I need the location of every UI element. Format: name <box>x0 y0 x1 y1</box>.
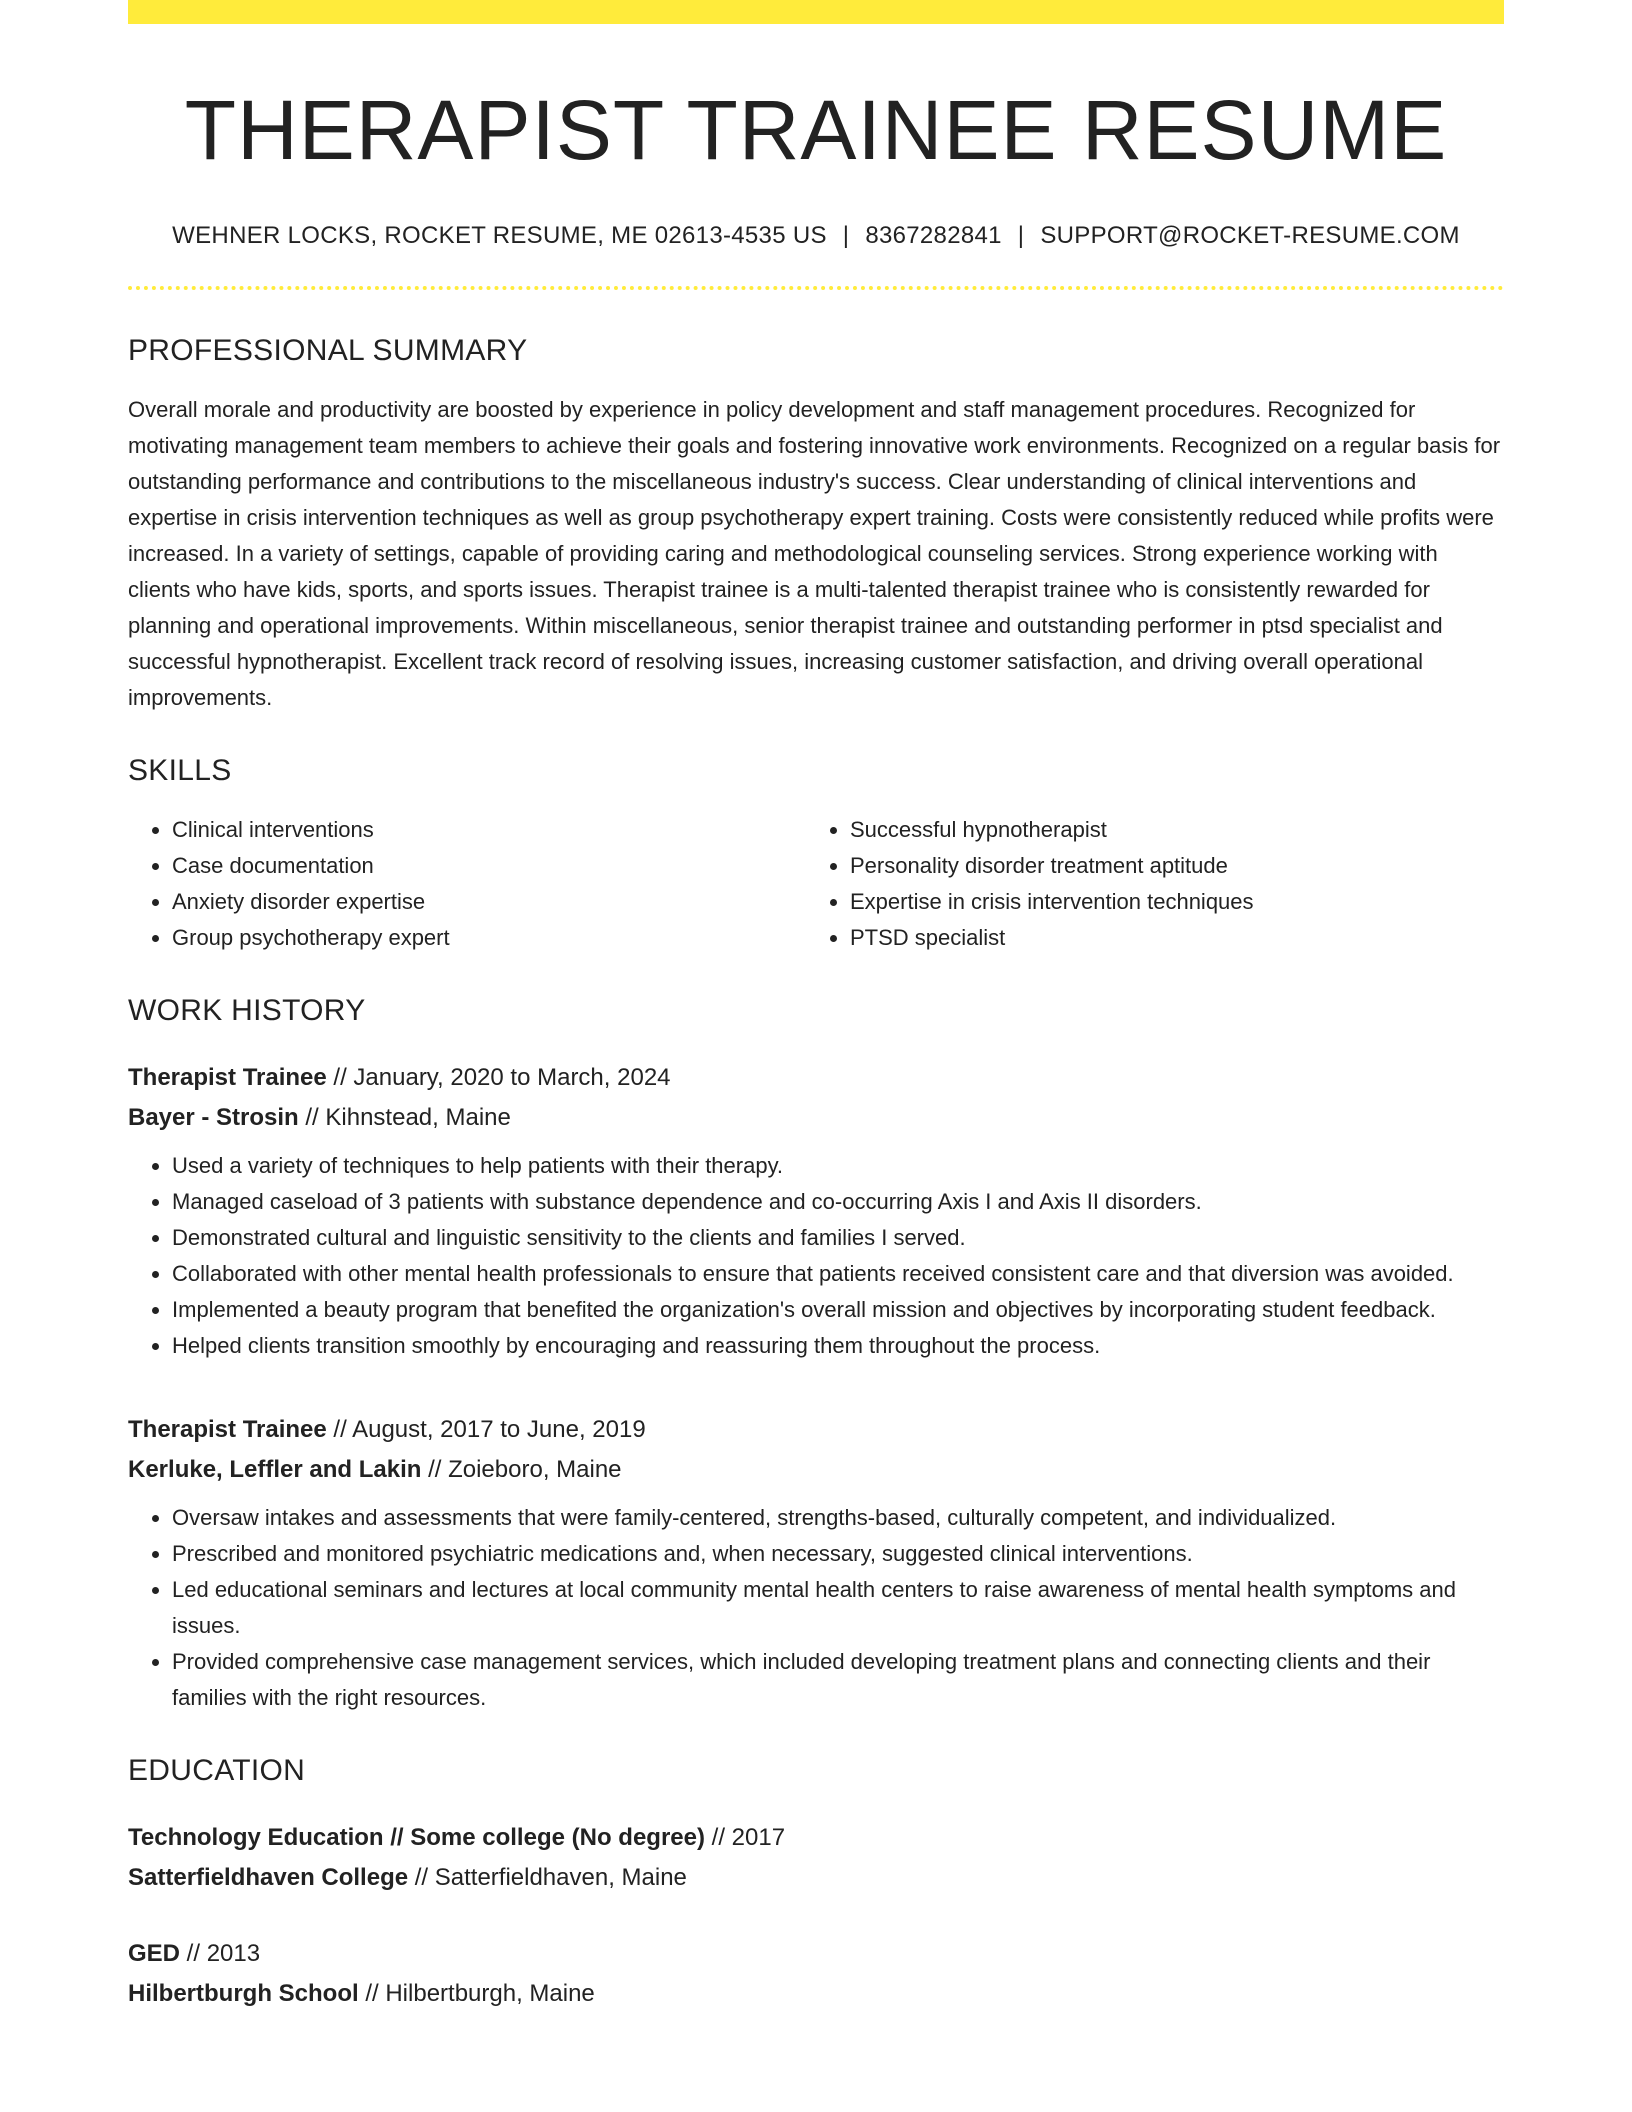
job-role: Therapist Trainee <box>128 1064 327 1092</box>
job-bullets <box>128 1148 1504 1364</box>
job-entry <box>128 1058 1504 1364</box>
education-year: // 2017 <box>704 1824 786 1852</box>
skill-item: • Case documentation <box>172 848 806 884</box>
education-location: // Satterfieldhaven, Maine <box>408 1864 687 1892</box>
skills-column-right <box>806 812 1484 956</box>
job-bullet: • Oversaw intakes and assessments that were family-centered, strengths-based, culturally competent, and individualized. <box>172 1500 1504 1536</box>
skill-item: • Personality disorder treatment aptitude <box>850 848 1484 884</box>
resume-page <box>128 0 1504 2014</box>
job-title-line <box>128 1058 1504 1098</box>
education-school-line <box>128 1974 1504 2014</box>
skill-item: • Clinical interventions <box>172 812 806 848</box>
skills-list <box>128 812 1504 956</box>
contact-separator: | <box>842 222 850 250</box>
education-degree-line <box>128 1934 1504 1974</box>
education-entry <box>128 1934 1504 2014</box>
resume-title: THERAPIST TRAINEE RESUME <box>184 83 1448 177</box>
job-bullet: • Implemented a beauty program that benefited the organization's overall mission and objectives by incorporating student feedback. <box>172 1292 1504 1328</box>
skills-column-left <box>128 812 806 956</box>
dotted-divider <box>128 286 1504 290</box>
job-location: // Kihnstead, Maine <box>298 1104 511 1132</box>
education-location: // Hilbertburgh, Maine <box>358 1980 595 2008</box>
phone: 8367282841 <box>865 222 1002 250</box>
education-degree: GED <box>128 1940 181 1968</box>
education-degree-line <box>128 1818 1504 1858</box>
education-school: Hilbertburgh School <box>128 1980 359 2008</box>
job-bullet: • Collaborated with other mental health professionals to ensure that patients received consistent care and that diversion was avoided. <box>172 1256 1504 1292</box>
education-school: Satterfieldhaven College <box>128 1864 409 1892</box>
job-bullet: • Prescribed and monitored psychiatric medications and, when necessary, suggested clinical interventions. <box>172 1536 1504 1572</box>
skill-item: • Successful hypnotherapist <box>850 812 1484 848</box>
education-year: // 2013 <box>180 1940 261 1968</box>
job-dates: // August, 2017 to June, 2019 <box>326 1416 646 1444</box>
job-company-line <box>128 1098 1504 1138</box>
address: WEHNER LOCKS, ROCKET RESUME, ME 02613-4535 US <box>172 222 827 250</box>
job-bullet: • Led educational seminars and lectures at local community mental health centers to raise awareness of mental health symptoms and issues. <box>172 1572 1504 1644</box>
job-company: Bayer - Strosin <box>128 1104 299 1132</box>
education-heading: EDUCATION <box>128 1754 306 1788</box>
job-bullet: • Managed caseload of 3 patients with substance dependence and co-occurring Axis I and Axis II disorders. <box>172 1184 1504 1220</box>
email: SUPPORT@ROCKET-RESUME.COM <box>1040 222 1460 250</box>
summary-heading: PROFESSIONAL SUMMARY <box>128 334 528 368</box>
job-role: Therapist Trainee <box>128 1416 327 1444</box>
skill-item: • Expertise in crisis intervention techniques <box>850 884 1484 920</box>
skill-item: • Group psychotherapy expert <box>172 920 806 956</box>
job-bullet: • Demonstrated cultural and linguistic sensitivity to the clients and families I served. <box>172 1220 1504 1256</box>
skill-item: • Anxiety disorder expertise <box>172 884 806 920</box>
skill-item: • PTSD specialist <box>850 920 1484 956</box>
skills-heading: SKILLS <box>128 754 232 788</box>
job-entry <box>128 1410 1504 1716</box>
job-bullet: • Used a variety of techniques to help patients with their therapy. <box>172 1148 1504 1184</box>
education-entry <box>128 1818 1504 1898</box>
education-school-line <box>128 1858 1504 1898</box>
accent-bar <box>128 0 1504 24</box>
contact-separator: | <box>1017 222 1025 250</box>
job-bullet: • Provided comprehensive case management services, which included developing treatment plans and connecting clients and their families with the right resources. <box>172 1644 1504 1716</box>
summary-text: Overall morale and productivity are boosted by experience in policy development and staff management procedures. Recognized for motivating management team members to achieve their goals and fostering innovative work environments. Recognized on a regular basis for outstanding performance and contributions to the miscellaneous industry's success. Clear understanding of clinical interventions and expertise in crisis intervention techniques as well as group psychotherapy expert training. Costs were consistently reduced while profits were increased. In a variety of settings, capable of providing caring and methodological counseling services. Strong experience working with clients who have kids, sports, and sports issues. Therapist trainee is a multi-talented therapist trainee who is consistently rewarded for planning and operational improvements. Within miscellaneous, senior therapist trainee and outstanding performer in ptsd specialist and successful hypnotherapist. Excellent track record of resolving issues, increasing customer satisfaction, and driving overall operational improvements. <box>128 397 1501 711</box>
job-dates: // January, 2020 to March, 2024 <box>326 1064 671 1092</box>
job-location: // Zoieboro, Maine <box>421 1456 622 1484</box>
job-bullets <box>128 1500 1504 1716</box>
education-degree: Technology Education // Some college (No degree) <box>128 1824 705 1852</box>
job-bullet: • Helped clients transition smoothly by encouraging and reassuring them throughout the process. <box>172 1328 1504 1364</box>
job-company-line <box>128 1450 1504 1490</box>
contact-line <box>128 222 1504 250</box>
work-heading: WORK HISTORY <box>128 994 366 1028</box>
job-company: Kerluke, Leffler and Lakin <box>128 1456 422 1484</box>
job-title-line <box>128 1410 1504 1450</box>
